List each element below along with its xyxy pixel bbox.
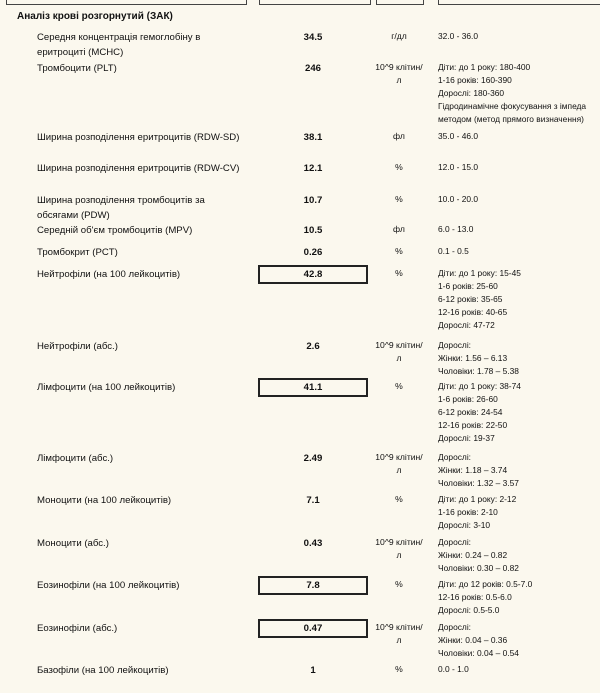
reference-line: Чоловіки: 0.30 – 0.82 — [438, 563, 519, 573]
header-cell — [438, 0, 600, 5]
test-name: Тромбоцити (PLT) — [37, 63, 117, 74]
reference-line: Дорослі: 47-72 — [438, 320, 495, 330]
reference-line: 1-6 років: 25-60 — [438, 281, 498, 291]
reference-line: Дорослі: 0.5-5.0 — [438, 605, 500, 615]
result-value: 7.1 — [306, 495, 320, 506]
result-value: 2.49 — [303, 453, 323, 464]
reference-line: Жінки: 0.04 – 0.36 — [438, 635, 508, 645]
unit: % — [395, 381, 403, 391]
test-name: Нейтрофіли (абс.) — [37, 341, 118, 352]
reference-line: 10.0 - 20.0 — [438, 194, 479, 204]
result-value: 0.26 — [303, 247, 323, 258]
reference-line: Дорослі: — [438, 452, 472, 462]
result-value: 2.6 — [306, 341, 320, 352]
header-cell — [6, 0, 247, 5]
reference-range — [438, 30, 600, 43]
reference-line: Жінки: 0.24 – 0.82 — [438, 550, 508, 560]
result-value: 34.5 — [303, 32, 323, 43]
reference-range — [438, 536, 600, 575]
reference-line: Чоловіки: 1.78 – 5.38 — [438, 366, 519, 376]
reference-range — [438, 130, 600, 143]
result-value: 38.1 — [303, 132, 323, 143]
reference-line: Діти: до 1 року: 15-45 — [438, 268, 521, 278]
result-value: 12.1 — [303, 163, 323, 174]
unit: % — [395, 268, 403, 278]
reference-line: Дорослі: — [438, 340, 472, 350]
unit: % — [395, 162, 403, 172]
test-name: Еозинофіли (абс.) — [37, 623, 118, 634]
reference-line: 12-16 років: 22-50 — [438, 420, 508, 430]
reference-line: 6-12 років: 24-54 — [438, 407, 503, 417]
reference-line: Діти: до 1 року: 2-12 — [438, 494, 517, 504]
result-value: 10.5 — [303, 225, 323, 236]
unit: 10^9 клітин/л — [375, 622, 423, 645]
test-name: Еозинофіли (на 100 лейкоцитів) — [37, 580, 180, 591]
reference-range — [438, 223, 600, 236]
reference-range — [438, 663, 600, 676]
result-value: 0.43 — [303, 538, 323, 549]
reference-line: 1-6 років: 26-60 — [438, 394, 498, 404]
header-cell — [376, 0, 424, 5]
unit: % — [395, 194, 403, 204]
reference-line: Чоловіки: 1.32 – 3.57 — [438, 478, 519, 488]
reference-line: 12-16 років: 0.5-6.0 — [438, 592, 512, 602]
reference-line: 0.1 - 0.5 — [438, 246, 469, 256]
reference-line: Гідродинамічне фокусування з імпеда — [438, 101, 587, 111]
test-name: Моноцити (на 100 лейкоцитів) — [37, 495, 172, 506]
unit: фл — [393, 131, 405, 141]
unit: 10^9 клітин/л — [375, 537, 423, 560]
reference-line: Жінки: 1.18 – 3.74 — [438, 465, 508, 475]
flagged-result-value: 41.1 — [258, 378, 368, 397]
test-name: Тромбокрит (PCT) — [37, 247, 118, 258]
unit: % — [395, 579, 403, 589]
reference-line: Діти: до 1 року: 180-400 — [438, 62, 531, 72]
test-name: Середній об'єм тромбоцитів (MPV) — [37, 225, 193, 236]
unit: 10^9 клітин/л — [375, 62, 423, 85]
reference-line: 12.0 - 15.0 — [438, 162, 479, 172]
reference-line: Жінки: 1.56 – 6.13 — [438, 353, 508, 363]
reference-range — [438, 161, 600, 174]
reference-line: Дорослі: 180-360 — [438, 88, 505, 98]
test-name: Моноцити (абс.) — [37, 538, 109, 549]
unit: % — [395, 664, 403, 674]
result-value: 246 — [304, 63, 321, 74]
reference-line: 0.0 - 1.0 — [438, 664, 469, 674]
reference-range — [438, 578, 600, 617]
reference-line: Чоловіки: 0.04 – 0.54 — [438, 648, 519, 658]
reference-line: 6.0 - 13.0 — [438, 224, 474, 234]
table-header-edge — [0, 0, 600, 6]
reference-line: Діти: до 1 року: 38-74 — [438, 381, 521, 391]
test-name: Лімфоцити (на 100 лейкоцитів) — [37, 382, 176, 393]
unit: г/дл — [391, 31, 407, 41]
reference-line: 6-12 років: 35-65 — [438, 294, 503, 304]
result-value: 1 — [310, 665, 316, 676]
unit: % — [395, 246, 403, 256]
unit: % — [395, 494, 403, 504]
reference-range — [438, 193, 600, 206]
reference-range — [438, 451, 600, 490]
test-name: Базофіли (на 100 лейкоцитів) — [37, 665, 169, 676]
reference-line: 1-16 років: 160-390 — [438, 75, 512, 85]
reference-line: Дорослі: — [438, 537, 472, 547]
reference-line: Дорослі: 19-37 — [438, 433, 495, 443]
reference-line: Діти: до 12 років: 0.5-7.0 — [438, 579, 533, 589]
reference-line: 1-16 років: 2-10 — [438, 507, 498, 517]
reference-range — [438, 61, 600, 126]
reference-range — [438, 380, 600, 445]
test-name: Ширина розподілення еритроцитів (RDW-CV) — [37, 163, 240, 174]
reference-line: 12-16 років: 40-65 — [438, 307, 508, 317]
test-name: Ширина розподілення тромбоцитів за обсягами (PDW) — [37, 195, 205, 221]
reference-range — [438, 493, 600, 532]
reference-range — [438, 245, 600, 258]
reference-range — [438, 621, 600, 660]
reference-line: Дорослі: 3-10 — [438, 520, 491, 530]
test-name: Ширина розподілення еритроцитів (RDW-SD) — [37, 132, 240, 143]
test-name: Лімфоцити (абс.) — [37, 453, 114, 464]
reference-range — [438, 267, 600, 332]
flagged-result-value: 42.8 — [258, 265, 368, 284]
flagged-result-value: 0.47 — [258, 619, 368, 638]
header-cell — [259, 0, 371, 5]
section-title: Аналіз крові розгорнутий (ЗАК) — [17, 11, 173, 22]
reference-line: Дорослі: — [438, 622, 472, 632]
reference-line: 32.0 - 36.0 — [438, 31, 479, 41]
unit: 10^9 клітин/л — [375, 452, 423, 475]
test-name: Середня концентрація гемоглобіну в еритроциті (MCHC) — [37, 32, 201, 58]
reference-line: методом (метод прямого визначення) — [438, 114, 584, 124]
reference-range — [438, 339, 600, 378]
reference-line: 35.0 - 46.0 — [438, 131, 479, 141]
flagged-result-value: 7.8 — [258, 576, 368, 595]
unit: 10^9 клітин/л — [375, 340, 423, 363]
result-value: 10.7 — [303, 195, 323, 206]
test-name: Нейтрофіли (на 100 лейкоцитів) — [37, 269, 181, 280]
unit: фл — [393, 224, 405, 234]
